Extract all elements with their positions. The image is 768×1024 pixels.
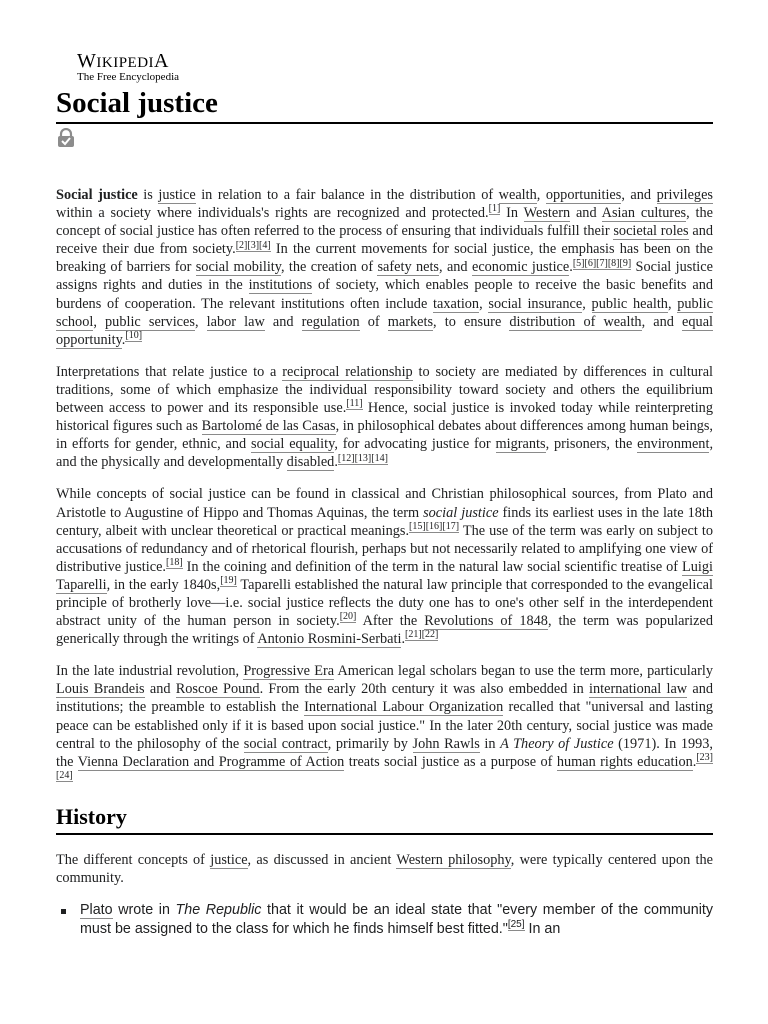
citation-16[interactable]: [16]	[425, 520, 443, 532]
history-list	[56, 901, 713, 939]
link-equal-opportunity[interactable]: equal opportunity	[56, 313, 714, 348]
link-justice[interactable]: justice	[158, 187, 196, 203]
link-revolutions-of-1848[interactable]: Revolutions of 1848	[424, 613, 548, 630]
citation-23[interactable]: [23]	[696, 751, 713, 763]
page-title: Social justice	[56, 86, 713, 124]
list-item: Plato wrote in The Republic that it would be an ideal state that "every member of the community must be assigned to the class for which he finds himself best fitted."[25] In an	[56, 901, 713, 939]
link-progressive-era[interactable]: Progressive Era	[243, 663, 335, 680]
citation-9[interactable]: [9]	[619, 257, 632, 269]
link-markets[interactable]: markets	[387, 313, 434, 330]
logo-wordmark: WIKIPEDIA	[77, 50, 169, 72]
link-safety-nets[interactable]: safety nets	[377, 259, 439, 276]
bullet-marker	[61, 909, 66, 914]
citation-6[interactable]: [6]	[584, 257, 597, 269]
citation-10[interactable]: [10]	[125, 329, 143, 341]
link-opportunities[interactable]: opportunities	[545, 187, 622, 203]
link-louis-brandeis[interactable]: Louis Brandeis	[56, 681, 145, 698]
link-public-services[interactable]: public services	[105, 313, 195, 330]
link-reciprocal-relationship[interactable]: reciprocal relationship	[282, 363, 413, 380]
link-international-law[interactable]: international law	[589, 681, 688, 698]
link-taxation[interactable]: taxation	[433, 295, 480, 312]
link-public-school[interactable]: public school	[56, 295, 713, 330]
link-antonio-rosmini-serbati[interactable]: Antonio Rosmini-Serbati	[257, 631, 402, 648]
link-distribution-of-wealth[interactable]: distribution of wealth	[509, 313, 642, 330]
link-economic-justice[interactable]: economic justice	[471, 259, 570, 276]
link-social-insurance[interactable]: social insurance	[488, 295, 583, 312]
link-labor-law[interactable]: labor law	[206, 313, 265, 330]
link-bartolome-de-las-casas[interactable]: Bartolomé de las Casas	[201, 418, 336, 435]
link-asian-cultures[interactable]: Asian cultures	[601, 205, 687, 222]
intro-paragraph-4: In the late industrial revolution, Progressive Era American legal scholars began to use the term more, particularly Louis Brandeis and Roscoe Pound. From the early 20th century it was also embedded in international law and institutions; the preamble to establish the International Labour Organization recalled that "universal and lasting peace can be established only if it is based upon social justice." In the later 20th century, social justice was made central to the philosophy of the social contract, primarily by John Rawls in A Theory of Justice (1971). In 1993, the Vienna Declaration and Programme of Action treats social justice as a purpose of human rights education.[23][24]	[56, 663, 713, 782]
link-wealth[interactable]: wealth	[498, 187, 537, 203]
citation-20[interactable]: [20]	[339, 611, 357, 623]
citation-21[interactable]: [21]	[405, 629, 422, 641]
link-social-mobility[interactable]: social mobility	[195, 259, 281, 276]
link-human-rights-education[interactable]: human rights education	[556, 753, 693, 770]
link-roscoe-pound[interactable]: Roscoe Pound	[175, 681, 260, 698]
intro-paragraph-2: Interpretations that relate justice to a reciprocal relationship to society are mediated by differences in cultural traditions, some of which emphasize the individual responsibility toward society and others the equilibrium between access to power and its responsible use.[11] Hence, social justice is invoked today while reinterpreting historical figures such as Bartolomé de las Casas, in philosophical debates about differences among human beings, in efforts for gender, ethnic, and social equality, for advocating justice for migrants, prisoners, the environment, and the physically and developmentally disabled.[12][13][14]	[56, 363, 714, 471]
article-body	[56, 186, 713, 939]
link-migrants[interactable]: migrants	[495, 436, 546, 453]
link-plato[interactable]: Plato	[80, 902, 113, 919]
link-social-contract[interactable]: social contract	[243, 735, 328, 752]
link-privileges[interactable]: privileges	[656, 187, 713, 203]
article-page	[56, 50, 713, 939]
link-societal-roles[interactable]: societal roles	[613, 223, 689, 240]
link-public-health[interactable]: public health	[591, 295, 668, 312]
section-heading-history: History	[56, 803, 713, 835]
link-luigi-taparelli[interactable]: Luigi Taparelli	[56, 558, 714, 593]
link-disabled[interactable]: disabled	[286, 454, 335, 471]
citation-4[interactable]: [4]	[259, 239, 271, 251]
link-social-equality[interactable]: social equality	[251, 436, 335, 453]
citation-12[interactable]: [12]	[337, 452, 355, 464]
wikipedia-logo[interactable]	[56, 50, 713, 86]
citation-13[interactable]: [13]	[354, 452, 372, 464]
lock-icon[interactable]	[56, 128, 76, 148]
link-john-rawls[interactable]: John Rawls	[412, 735, 480, 752]
citation-24[interactable]: [24]	[56, 770, 73, 782]
citation-8[interactable]: [8]	[607, 257, 620, 269]
link-western-philosophy[interactable]: Western philosophy	[396, 851, 511, 868]
history-paragraph-1: The different concepts of justice, as discussed in ancient Western philosophy, were typically centered upon the community.	[56, 851, 713, 886]
citation-5[interactable]: [5]	[572, 257, 585, 269]
citation-19[interactable]: [19]	[220, 575, 237, 587]
lead-term: Social justice	[56, 187, 138, 203]
link-environment[interactable]: environment	[637, 436, 710, 453]
logo-tagline: The Free Encyclopedia	[77, 71, 180, 83]
citation-17[interactable]: [17]	[442, 520, 460, 532]
link-vienna-declaration[interactable]: Vienna Declaration and Programme of Action	[77, 753, 345, 770]
citation-11[interactable]: [11]	[346, 398, 363, 410]
link-international-labour-organization[interactable]: International Labour Organization	[304, 699, 504, 716]
citation-25[interactable]: [25]	[507, 919, 525, 931]
citation-1[interactable]: [1]	[488, 203, 501, 215]
citation-18[interactable]: [18]	[166, 557, 183, 569]
link-regulation[interactable]: regulation	[301, 313, 360, 330]
intro-paragraph-1: Social justice is justice in relation to a fair balance in the distribution of wealth, opportunities, and privileges within a society where individuals's rights are recognized and protected.[1] In Western and Asian cultures, the concept of social justice has often referred to the process of ensuring that individuals fulfill their societal roles and receive their due from society.[2][3][4] In the current movements for social justice, the emphasis has been on the breaking of barriers for social mobility, the creation of safety nets, and economic justice.[5][6][7][8][9] Social justice assigns rights and duties in the institutions of society, which enables people to receive the basic benefits and burdens of cooperation. The relevant institutions often include taxation, social insurance, public health, public school, public services, labor law and regulation of markets, to ensure distribution of wealth, and equal opportunity.[10]	[56, 187, 714, 348]
citation-3[interactable]: [3]	[247, 239, 260, 251]
citation-15[interactable]: [15]	[409, 520, 426, 532]
citation-2[interactable]: [2]	[235, 239, 248, 251]
link-institutions[interactable]: institutions	[248, 277, 313, 294]
link-justice-history[interactable]: justice	[210, 851, 248, 868]
citation-14[interactable]: [14]	[371, 452, 388, 464]
citation-7[interactable]: [7]	[596, 257, 608, 269]
link-western[interactable]: Western	[523, 205, 571, 222]
intro-paragraph-3: While concepts of social justice can be found in classical and Christian philosophical sources, from Plato and Aristotle to Augustine of Hippo and Thomas Aquinas, the term social justice finds its earliest uses in the late 18th century, albeit with unclear theoretical or practical meanings.[15][16][17] The use of the term was early on subject to accusations of redundancy and of rhetorical flourish, perhaps but not necessarily related to amplifying one view of distributive justice.[18] In the coining and definition of the term in the natural law social scientific treatise of Luigi Taparelli, in the early 1840s,[19] Taparelli established the natural law principle that corresponded to the evangelical principle of brotherly love—i.e. social justice reflects the duty one has to one's other self in the interdependent abstract unity of the human person in society.[20] After the Revolutions of 1848, the term was popularized generically through the writings of Antonio Rosmini-Serbati.[21][22]	[56, 486, 714, 648]
citation-22[interactable]: [22]	[421, 629, 439, 641]
